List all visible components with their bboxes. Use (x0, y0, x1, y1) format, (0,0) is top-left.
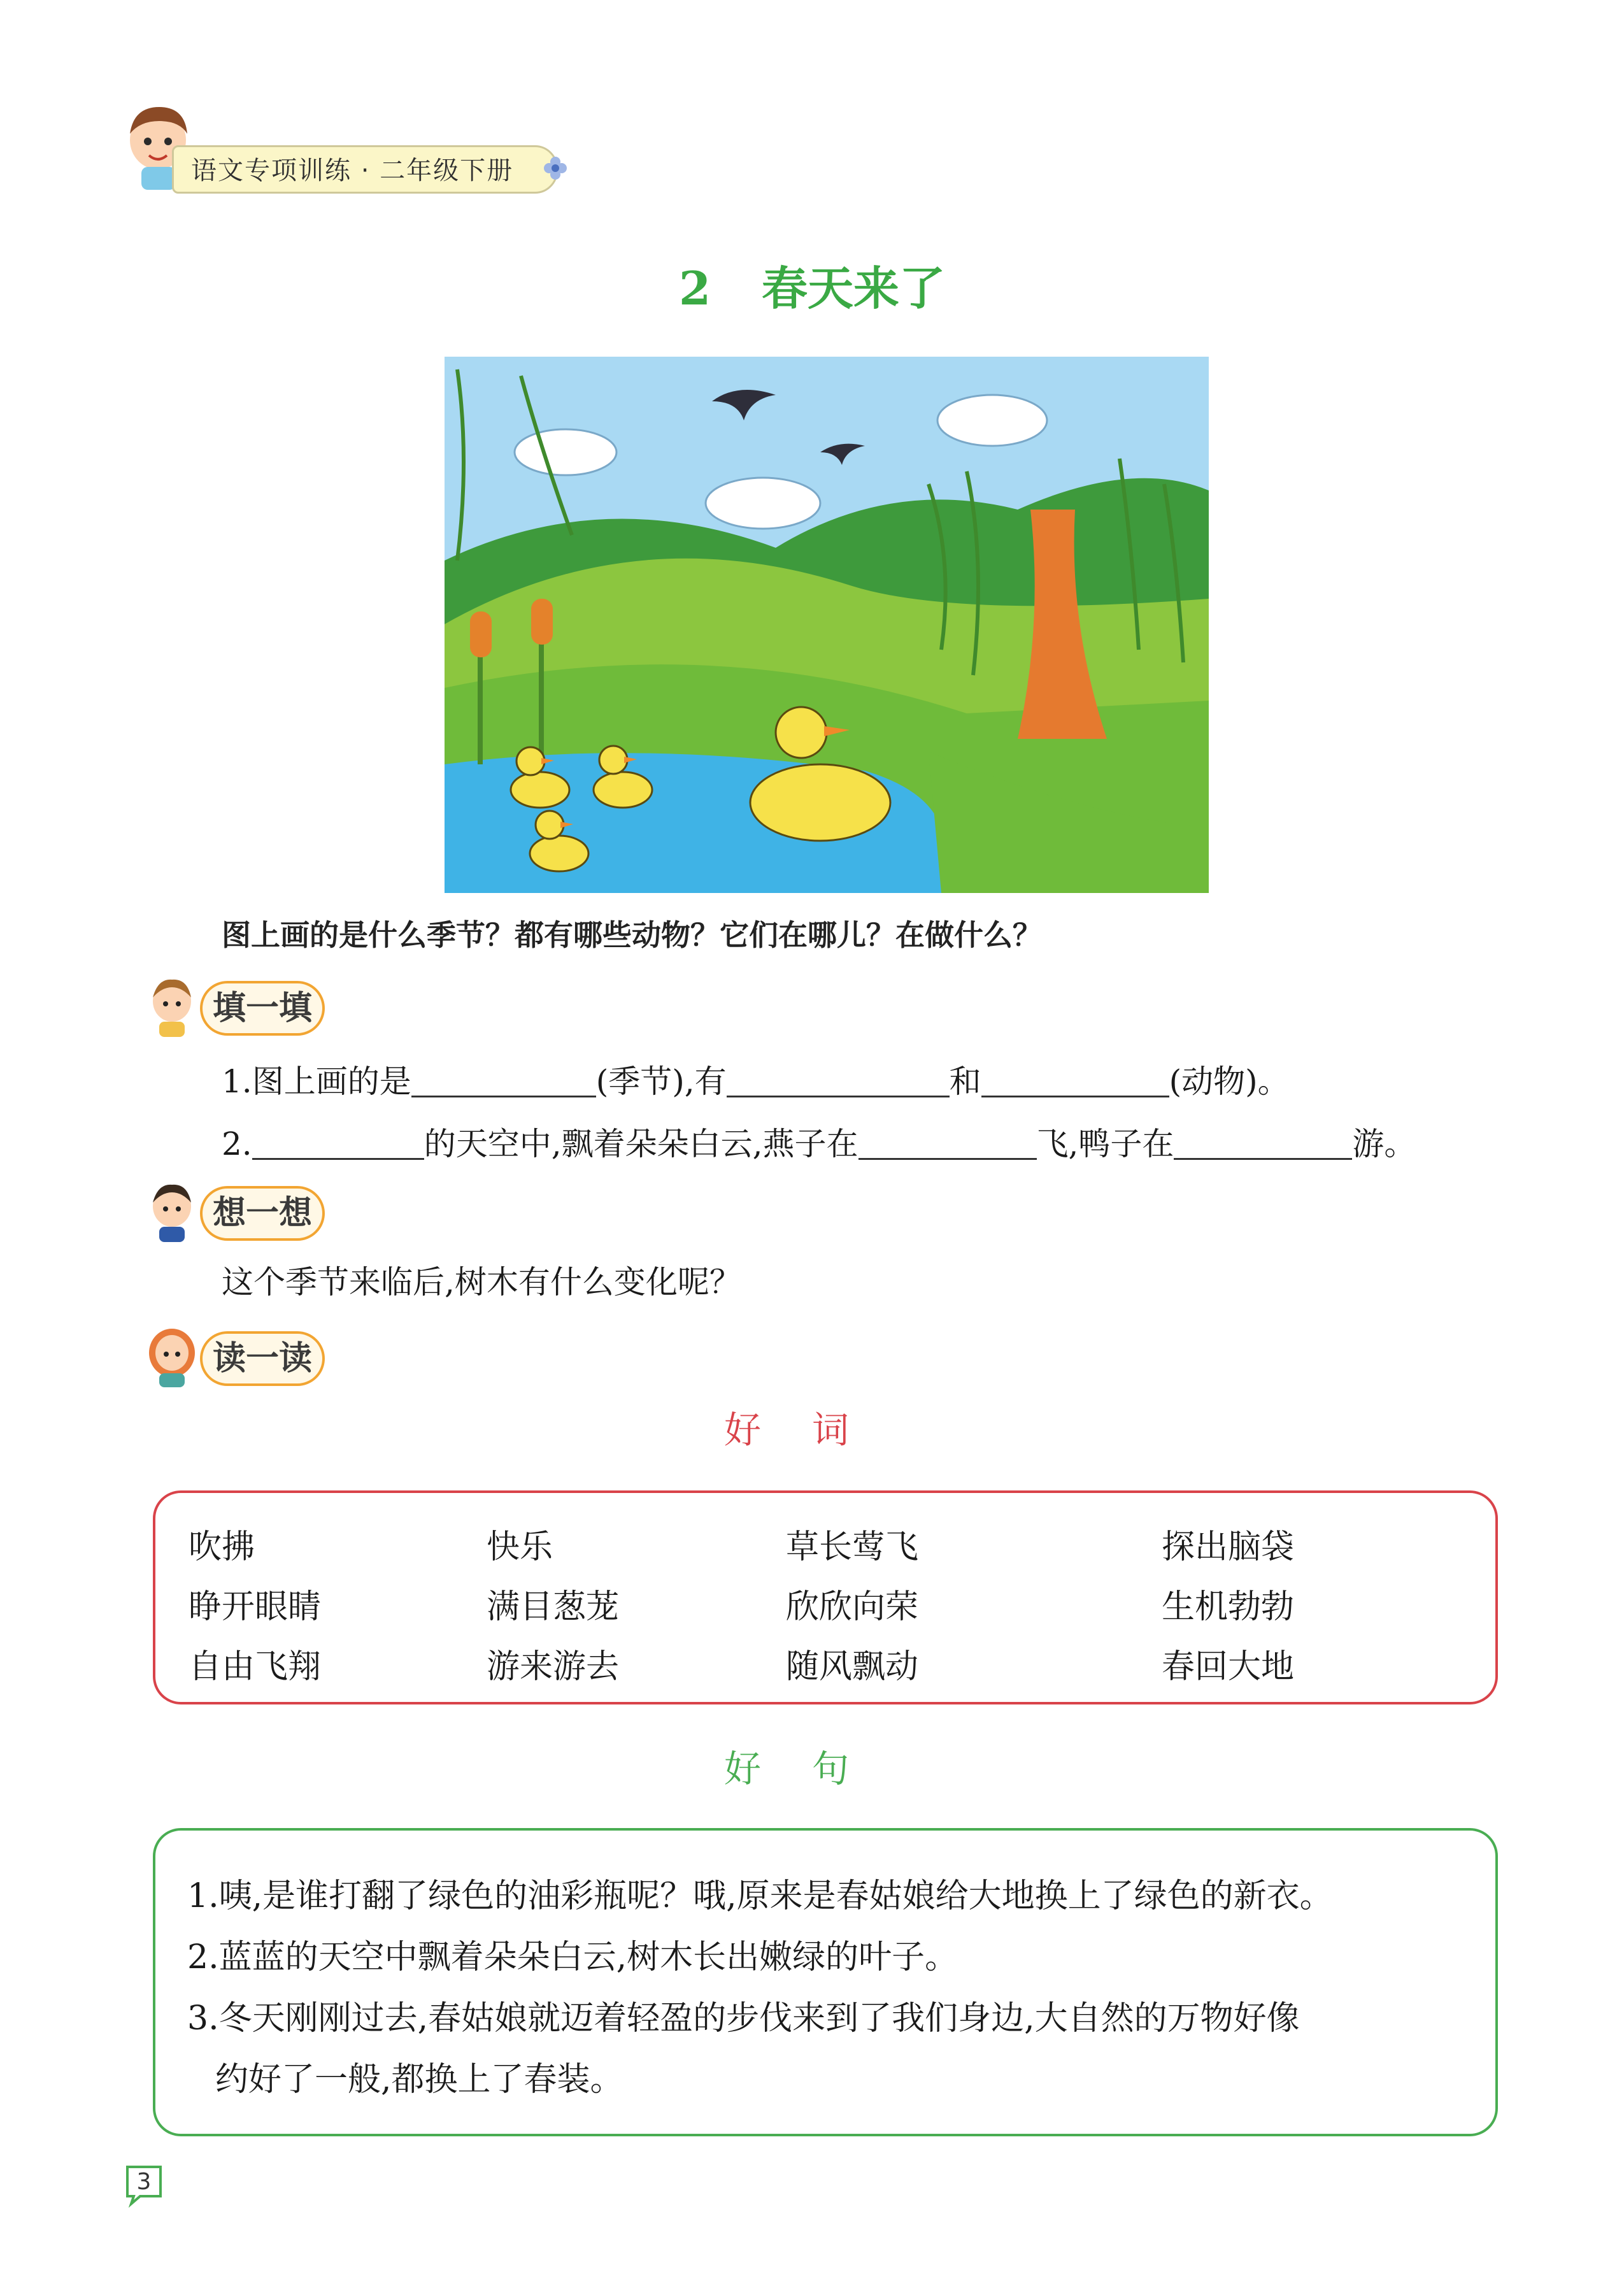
fill-line-2-text-d: 游。 (1352, 1125, 1416, 1162)
word-item: 游来游去 (487, 1648, 620, 1686)
word-item: 自由飞翔 (189, 1648, 322, 1686)
good-sentences-box (153, 1828, 1498, 2136)
word-item: 草长莺飞 (786, 1528, 919, 1566)
fill-line-2 (222, 1125, 1416, 1160)
picture-question: 图上画的是什么季节？都有哪些动物？它们在哪儿？在做什么？ (222, 918, 1042, 952)
sentence-line: 1.咦,是谁打翻了绿色的油彩瓶呢？哦,原来是春姑娘给大地换上了绿色的新衣。 (187, 1877, 1333, 1915)
read-section-header (146, 1325, 363, 1389)
read-section-label: 读一读 (200, 1331, 325, 1386)
sentence-line: 约好了一般,都换上了春装。 (215, 2061, 623, 2099)
girl-avatar-icon (146, 1325, 197, 1389)
word-item: 满目葱茏 (487, 1588, 620, 1626)
word-item: 探出脑袋 (1162, 1528, 1295, 1566)
lesson-title (0, 252, 1624, 318)
lesson-number: 2 (678, 261, 711, 315)
fill-section-header (146, 975, 363, 1038)
think-section-label: 想一想 (200, 1186, 325, 1241)
think-section-header (146, 1180, 363, 1243)
flower-icon (541, 154, 569, 182)
sentence-line: 2.蓝蓝的天空中飘着朵朵白云,树木长出嫩绿的叶子。 (187, 1938, 958, 1976)
word-item: 春回大地 (1162, 1648, 1295, 1686)
fill-line-1-text-b: (季节),有 (595, 1063, 727, 1100)
lesson-title-text: 春天来了 (762, 262, 946, 315)
page-header (121, 96, 580, 204)
fill-line-2-text-a: 2. (222, 1125, 252, 1162)
word-item: 吹拂 (189, 1528, 255, 1566)
think-question: 这个季节来临后,树木有什么变化呢？ (222, 1264, 741, 1301)
fill-line-2-text-c: 飞,鸭子在 (1036, 1125, 1174, 1162)
good-words-box (153, 1490, 1498, 1704)
word-item: 快乐 (487, 1528, 553, 1566)
blank-duck-input[interactable] (1174, 1125, 1352, 1160)
word-item: 生机勃勃 (1162, 1588, 1295, 1626)
fill-line-1-text-a: 1.图上画的是 (222, 1063, 411, 1100)
blank-animal-2-input[interactable] (981, 1062, 1169, 1097)
header-title: 语文专项训练 · 二年级下册 (191, 156, 514, 185)
page-number: 3 (136, 2169, 152, 2195)
fill-line-1 (222, 1062, 1290, 1100)
fill-section-label: 填一填 (200, 981, 325, 1036)
word-item: 睁开眼睛 (189, 1588, 322, 1626)
fill-line-1-text-d: (动物)。 (1169, 1063, 1290, 1100)
fill-line-2-text-b: 的天空中,飘着朵朵白云,燕子在 (424, 1125, 858, 1162)
blank-animal-1-input[interactable] (727, 1062, 950, 1097)
good-sentences-heading: 好句 (723, 1747, 900, 1790)
kid-avatar-icon (146, 975, 197, 1038)
spring-scene-illustration (445, 357, 1209, 893)
boy-avatar-icon (146, 1180, 197, 1243)
blank-sky-input[interactable] (252, 1125, 424, 1160)
word-item: 随风飘动 (786, 1648, 919, 1686)
fill-line-1-text-c: 和 (949, 1063, 981, 1100)
sentence-line: 3.冬天刚刚过去,春姑娘就迈着轻盈的步伐来到了我们身边,大自然的万物好像 (187, 1999, 1300, 2038)
word-item: 欣欣向荣 (786, 1588, 919, 1626)
good-words-heading: 好词 (723, 1408, 900, 1452)
blank-swallow-input[interactable] (858, 1125, 1037, 1160)
blank-season-input[interactable] (411, 1062, 596, 1097)
